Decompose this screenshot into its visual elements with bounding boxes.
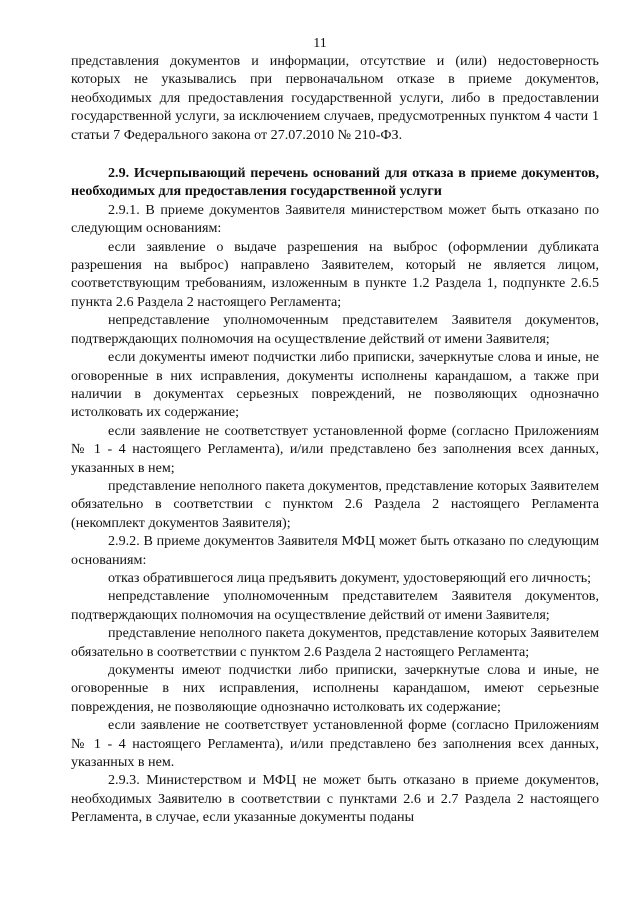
list-item-2-9-2-c: представление неполного пакета документов, представление которых Заявителем обязательно в соответствии с пунктом 2.6 Раздела 2 настоящего Регламента;	[71, 625, 599, 660]
list-item-2-9-2-a: отказ обратившегося лица предъявить документ, удостоверяющий его личность;	[108, 569, 592, 586]
list-item-2-9-1-c: если документы имеют подчистки либо приписки, зачеркнутые слова и иные, не оговоренные в них исправления, документы исполнены карандашом, а также при наличии в документах серьезных повреждений, не позволяющих однозначно истолковать их содержание;	[71, 349, 599, 421]
document-body	[71, 52, 599, 827]
list-item-2-9-1-a: если заявление о выдаче разрешения на выброс (оформлении дубликата разрешения на выброс) направлено Заявителем, который не является лицом, соответствующим требованиям, изложенным в пункте 1.2 Раздела 1, подпункте 2.6.5 пункта 2.6 Раздела 2 настоящего Регламента;	[71, 238, 599, 310]
paragraph-continuation: представления документов и информации, отсутствие и (или) недостоверность которых не указывались при первоначальном отказе в приеме документов, необходимых для предоставления государственной услуги, либо в предоставлении государственной услуги, за исключением случаев, предусмотренных пунктом 4 части 1 статьи 7 Федерального закона от 27.07.2010 № 210-ФЗ.	[71, 53, 599, 143]
section-heading-2-9: 2.9. Исчерпывающий перечень оснований для отказа в приеме документов, необходимых для предоставления государственной услуги	[71, 165, 599, 200]
list-item-2-9-1-b: непредставление уполномоченным представителем Заявителя документов, подтверждающих полномочия на осуществление действий от имени Заявителя;	[71, 312, 599, 347]
page-number: 11	[313, 36, 327, 51]
list-item-2-9-1-d: если заявление не соответствует установленной форме (согласно Приложениям № 1 - 4 настоящего Регламента), и/или представлено без заполнения всех данных, указанных в нем;	[71, 422, 599, 476]
paragraph-2-9-3: 2.9.3. Министерством и МФЦ не может быть отказано в приеме документов, необходимых Заявителю в соответствии с пунктами 2.6 и 2.7 Раздела 2 настоящего Регламента, в случае, если указанные документы поданы	[71, 772, 599, 826]
list-item-2-9-1-e: представление неполного пакета документов, представление которых Заявителем обязательно в соответствии с пунктом 2.6 Раздела 2 настоящего Регламента (некомплект документов Заявителя);	[71, 477, 599, 531]
paragraph-2-9-1: 2.9.1. В приеме документов Заявителя министерством может быть отказано по следующим основаниям:	[71, 201, 599, 237]
list-item-2-9-2-e: если заявление не соответствует установленной форме (согласно Приложениям № 1 - 4 настоящего Регламента), и/или представлено без заполнения всех данных, указанных в нем.	[71, 717, 599, 771]
list-item-2-9-2-d: документы имеют подчистки либо приписки, зачеркнутые слова и иные, не оговоренные в них исправления, исполнены карандашом, имеют серьезные повреждения, не позволяющие однозначно истолковать их содержание;	[71, 662, 599, 715]
list-item-2-9-2-b: непредставление уполномоченным представителем Заявителя документов, подтверждающих полномочия на осуществление действий от имени Заявителя;	[71, 588, 599, 623]
paragraph-2-9-2: 2.9.2. В приеме документов Заявителя МФЦ может быть отказано по следующим основаниям:	[71, 533, 599, 568]
